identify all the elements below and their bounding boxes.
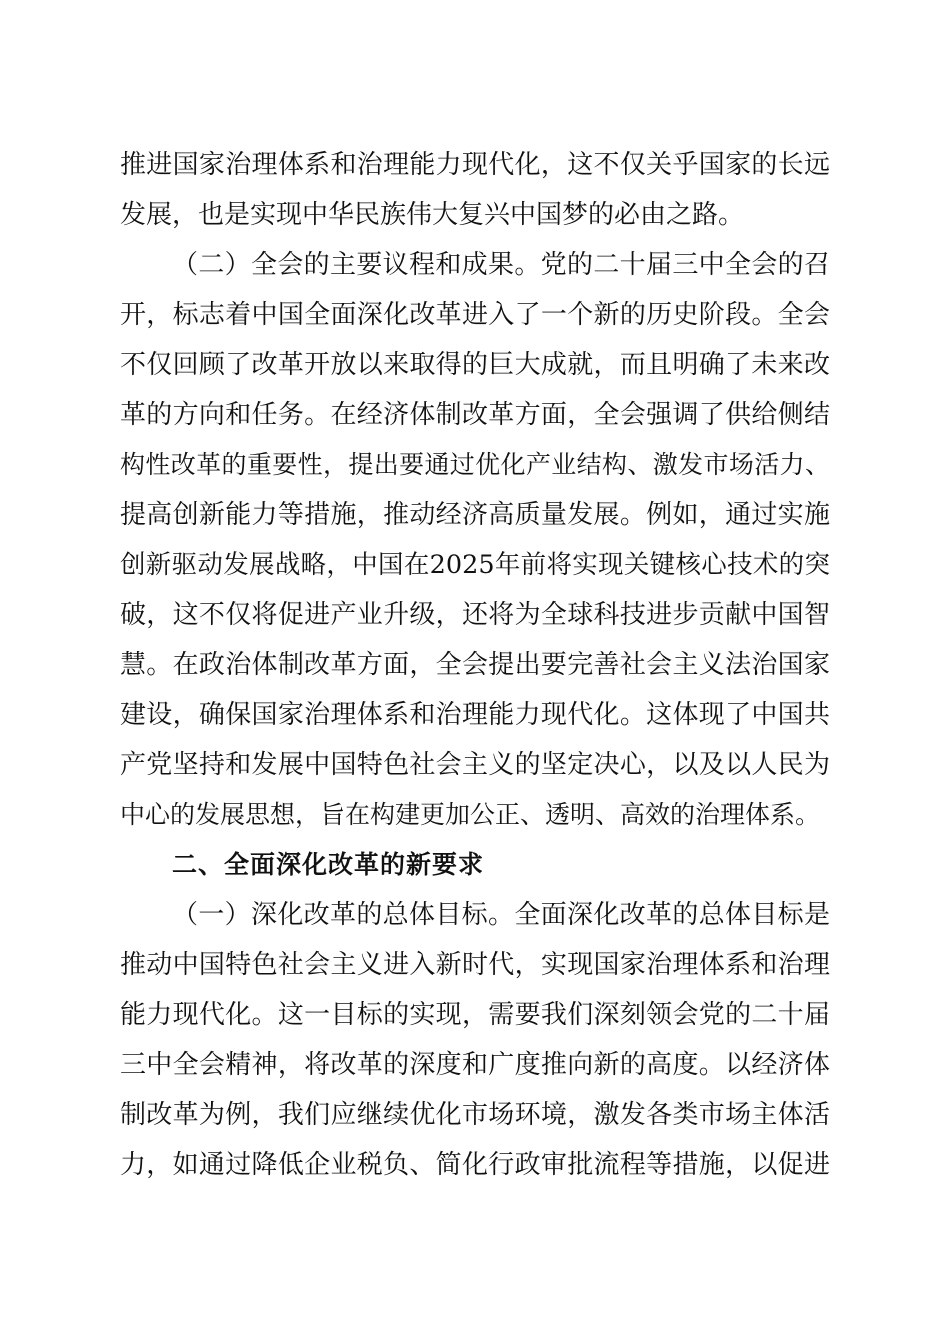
paragraph-line: 中心的发展思想，旨在构建更加公正、透明、高效的治理体系。	[120, 800, 821, 829]
paragraph-line: 制改革为例，我们应继续优化市场环境，激发各类市场主体活	[120, 1100, 830, 1130]
paragraph-line: 三中全会精神，将改革的深度和广度推向新的高度。以经济体	[120, 1050, 830, 1080]
paragraph-line: 推进国家治理体系和治理能力现代化，这不仅关乎国家的长远	[120, 150, 830, 180]
paragraph-line: 建设，确保国家治理体系和治理能力现代化。这体现了中国共	[120, 700, 830, 730]
paragraph-line: 不仅回顾了改革开放以来取得的巨大成就，而且明确了未来改	[120, 350, 830, 380]
paragraph-line: 革的方向和任务。在经济体制改革方面，全会强调了供给侧结	[120, 400, 830, 430]
paragraph-line: 创新驱动发展战略，中国在2025年前将实现关键核心技术的突	[120, 550, 830, 580]
paragraph-line: 构性改革的重要性，提出要通过优化产业结构、激发市场活力、	[120, 450, 830, 479]
paragraph-line: （一）深化改革的总体目标。全面深化改革的总体目标是	[172, 900, 830, 930]
paragraph-line: 发展，也是实现中华民族伟大复兴中国梦的必由之路。	[120, 200, 745, 230]
paragraph-line: 提高创新能力等措施，推动经济高质量发展。例如，通过实施	[120, 500, 830, 530]
paragraph-line: 推动中国特色社会主义进入新时代，实现国家治理体系和治理	[120, 950, 830, 980]
paragraph-line: 产党坚持和发展中国特色社会主义的坚定决心，以及以人民为	[120, 750, 830, 780]
paragraph-line: 慧。在政治体制改革方面，全会提出要完善社会主义法治国家	[120, 650, 830, 680]
paragraph-line: 破，这不仅将促进产业升级，还将为全球科技进步贡献中国智	[120, 600, 830, 630]
paragraph-line: 能力现代化。这一目标的实现，需要我们深刻领会党的二十届	[120, 1000, 830, 1030]
section-heading: 二、全面深化改革的新要求	[172, 850, 485, 879]
paragraph-line: 力，如通过降低企业税负、简化行政审批流程等措施，以促进	[120, 1150, 830, 1180]
paragraph-line: （二）全会的主要议程和成果。党的二十届三中全会的召	[172, 250, 830, 280]
paragraph-line: 开，标志着中国全面深化改革进入了一个新的历史阶段。全会	[120, 300, 830, 330]
